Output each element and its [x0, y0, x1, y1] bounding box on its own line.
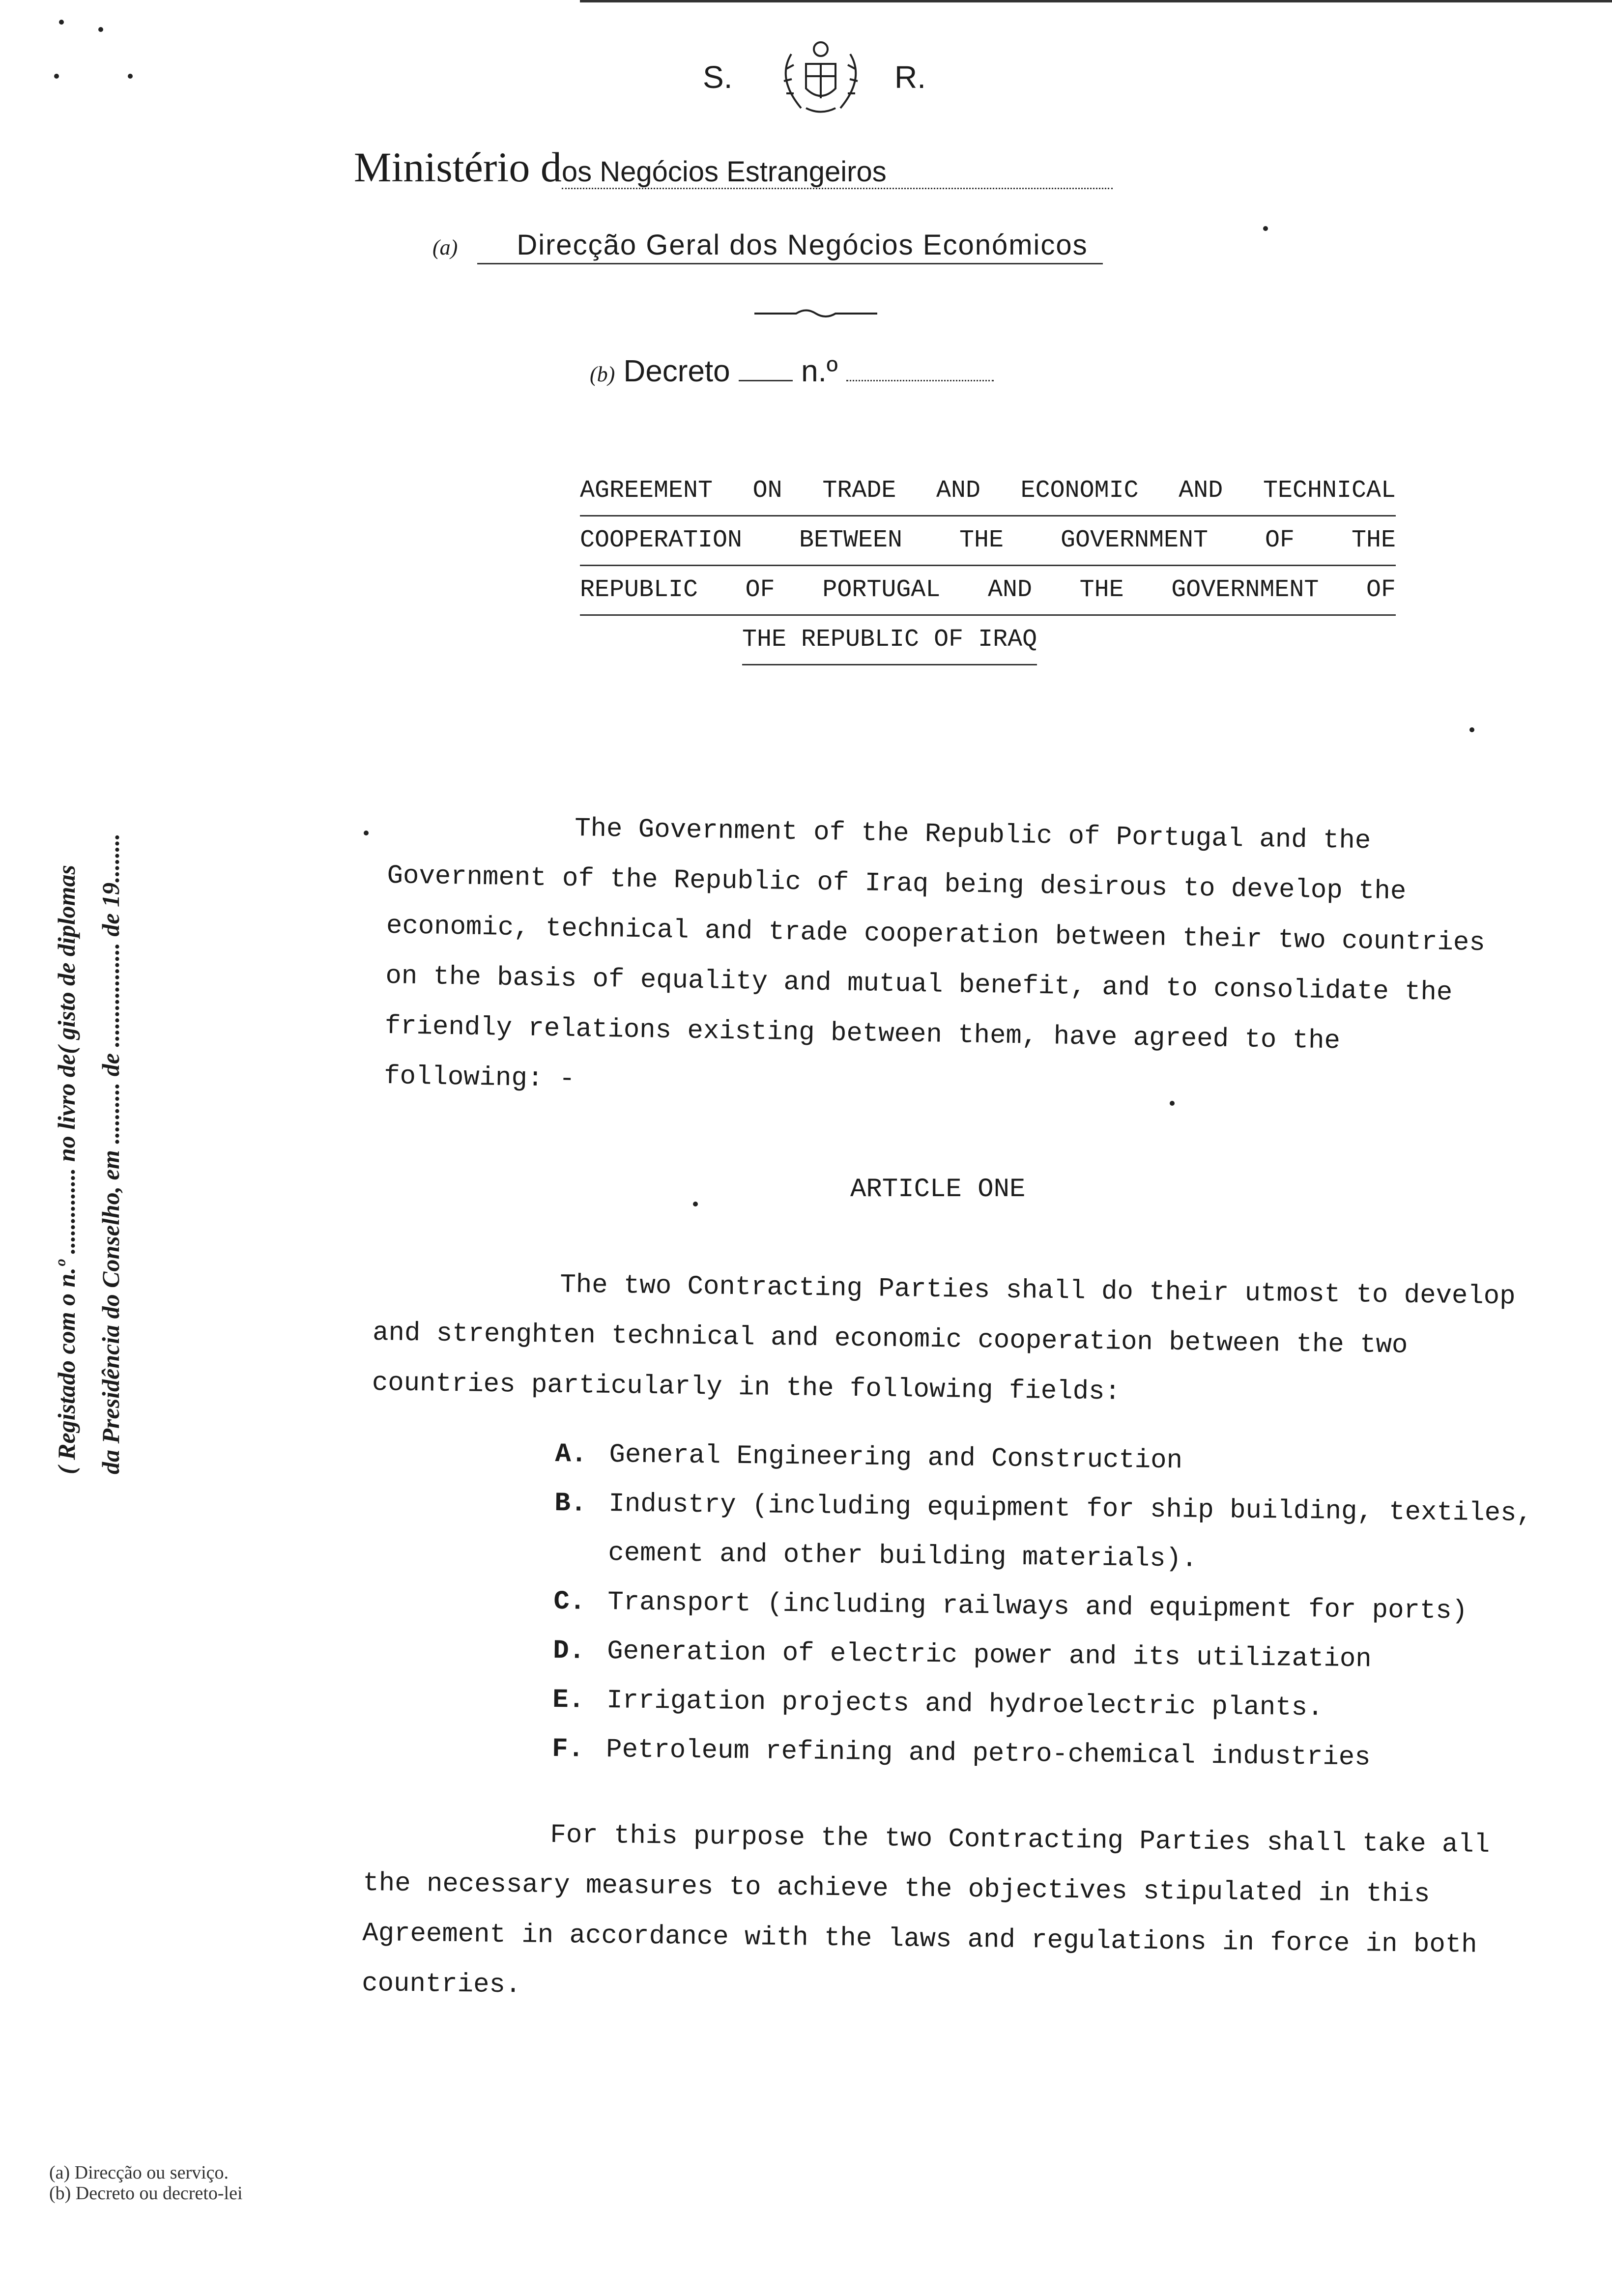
- list-item: [552, 1725, 1604, 1785]
- margin-note-line-2: da Presidência do Conselho, em .......... de ................. de 19........: [97, 833, 124, 1474]
- field-text: Generation of electric power and its utilization: [606, 1636, 1372, 1675]
- field-text: Industry (including equipment for ship building, textiles, cement and other building materials).: [608, 1489, 1533, 1575]
- article-intro-paragraph: The two Contracting Parties shall do their utmost to develop and strenghten technical and economic cooperation between the two countries particularly in the following fields:: [372, 1270, 1516, 1407]
- scan-speck: [1263, 226, 1268, 231]
- directorate-line: [432, 229, 1103, 261]
- scan-speck: [1469, 727, 1474, 732]
- article-heading: ARTICLE ONE: [850, 1175, 1026, 1205]
- footnote-marker-a: (a): [432, 235, 458, 259]
- field-text: Petroleum refining and petro-chemical industries: [605, 1735, 1371, 1773]
- scan-speck: [128, 74, 133, 79]
- field-text: General Engineering and Construction: [609, 1440, 1183, 1476]
- title-line-2: COOPERATION BETWEEN THE GOVERNMENT OF THE: [580, 517, 1396, 566]
- footnotes: [49, 2162, 243, 2204]
- decree-label: Decreto: [623, 354, 730, 388]
- preamble-paragraph: The Government of the Republic of Portugal and the Government of the Republic of Iraq being desirous to develop the economic, technical and trade cooperation between their two countries on the basis of equality and mutual benefit, and to consolidate the friendly relations existing between them, have agreed to the following: -: [383, 813, 1486, 1095]
- scan-speck: [364, 831, 369, 835]
- decree-number-blank: [846, 380, 994, 381]
- title-line-4: THE REPUBLIC OF IRAQ: [742, 616, 1037, 665]
- footnote-marker-b: (b): [590, 362, 615, 386]
- directorate-name: Direcção Geral dos Negócios Económicos: [477, 229, 1102, 264]
- scan-speck: [59, 20, 64, 25]
- margin-note-line-1: ( Registado com o n.º .............. no livro de( gisto de diplomas: [53, 865, 80, 1474]
- ministry-name: os Negócios Estrangeiros: [562, 156, 1113, 189]
- scan-speck: [98, 27, 103, 32]
- scan-speck: [693, 1202, 698, 1206]
- field-letter: B.: [554, 1488, 587, 1519]
- field-letter: A.: [555, 1439, 587, 1470]
- flourish-divider: [752, 305, 880, 319]
- scan-speck: [54, 74, 59, 79]
- registration-margin-note: [44, 833, 133, 1474]
- ministry-heading: [354, 143, 1113, 192]
- purpose-paragraph: For this purpose the two Contracting Parties shall take all the necessary measures to achieve the objectives stipulated in this Agreement in accordance with the laws and regulations in force in both countries.: [361, 1820, 1490, 2001]
- field-letter: C.: [553, 1586, 586, 1617]
- ministry-prefix: Ministério d: [354, 144, 562, 191]
- scan-speck: [1170, 1101, 1175, 1106]
- footnote-a: (a) Direcção ou serviço.: [49, 2162, 229, 2183]
- field-text: Transport (including railways and equipment for ports): [607, 1587, 1468, 1627]
- sr-right-letter: R.: [894, 59, 926, 95]
- field-text: Irrigation projects and hydroelectric plants.: [606, 1686, 1324, 1723]
- sr-left-letter: S.: [703, 59, 733, 95]
- decree-number-label: n.º: [801, 354, 838, 388]
- title-line-1: AGREEMENT ON TRADE AND ECONOMIC AND TECHNICAL: [580, 467, 1396, 517]
- title-line-3: REPUBLIC OF PORTUGAL AND THE GOVERNMENT OF: [580, 566, 1396, 616]
- fields-list: [552, 1430, 1607, 1785]
- coat-of-arms-icon: [772, 34, 870, 118]
- field-letter: F.: [551, 1734, 584, 1765]
- footnote-b: (b) Decreto ou decreto-lei: [49, 2183, 243, 2204]
- agreement-title: [580, 467, 1396, 665]
- decree-line: [590, 354, 994, 389]
- decree-blank: [739, 380, 793, 381]
- field-letter: E.: [552, 1685, 585, 1716]
- list-item: [554, 1479, 1607, 1588]
- top-rule: [580, 0, 1612, 2]
- field-letter: D.: [552, 1636, 585, 1666]
